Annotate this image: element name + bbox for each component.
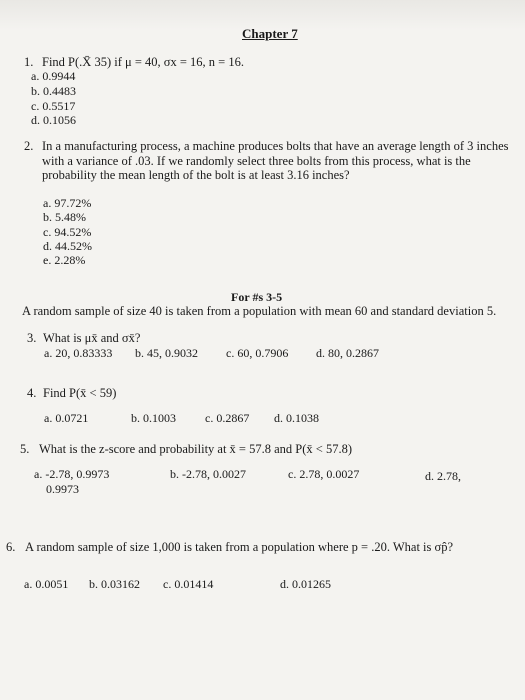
q5-option-c: c. 2.78, 0.0027 xyxy=(288,467,360,481)
q1-option-a: a. 0.9944 xyxy=(31,69,76,83)
q4-option-c: c. 0.2867 xyxy=(205,411,250,425)
q1-option-d: d. 0.1056 xyxy=(31,113,76,127)
q5-option-a-continuation: 0.9973 xyxy=(46,482,79,496)
q3-text: What is μx̄ and σx̄? xyxy=(43,331,141,345)
q4-text: Find P(x̄ < 59) xyxy=(43,386,117,400)
q3-option-b: b. 45, 0.9032 xyxy=(135,346,198,360)
q6-text: A random sample of size 1,000 is taken from a population where p = .20. What is σp̂? xyxy=(25,540,454,554)
q2-text-line-2: with a variance of .03. If we randomly select three bolts from this process, what is the xyxy=(42,154,471,168)
q2-option-c: c. 94.52% xyxy=(43,225,92,239)
q5-option-b: b. -2.78, 0.0027 xyxy=(170,467,246,481)
q3-option-c: c. 60, 0.7906 xyxy=(226,346,289,360)
q6-number: 6. xyxy=(6,540,16,554)
q1-text: Find P(.X̄ 35) if μ = 40, σx = 16, n = 16. xyxy=(42,55,244,69)
q5-text: What is the z-score and probability at x̄ = 57.8 and P(x̄ < 57.8) xyxy=(39,442,352,456)
q5-option-d: d. 2.78, xyxy=(425,469,461,483)
q4-number: 4. xyxy=(27,386,37,400)
chapter-title: Chapter 7 xyxy=(242,26,298,41)
q2-number: 2. xyxy=(24,139,34,153)
q3-option-d: d. 80, 0.2867 xyxy=(316,346,379,360)
q5-option-a: a. -2.78, 0.9973 xyxy=(34,467,110,481)
q4-option-d: d. 0.1038 xyxy=(274,411,319,425)
q3-option-a: a. 20, 0.83333 xyxy=(44,346,113,360)
for-3-5-description: A random sample of size 40 is taken from a population with mean 60 and standard deviation 5. xyxy=(22,304,497,318)
q6-option-d: d. 0.01265 xyxy=(280,577,331,591)
q2-option-e: e. 2.28% xyxy=(43,253,86,267)
q5-number: 5. xyxy=(20,442,30,456)
q1-option-c: c. 0.5517 xyxy=(31,99,76,113)
q2-option-a: a. 97.72% xyxy=(43,196,92,210)
q4-option-b: b. 0.1003 xyxy=(131,411,176,425)
q1-number: 1. xyxy=(24,55,34,69)
q1-option-b: b. 0.4483 xyxy=(31,84,76,98)
q2-option-b: b. 5.48% xyxy=(43,210,86,224)
q6-option-b: b. 0.03162 xyxy=(89,577,140,591)
q6-option-a: a. 0.0051 xyxy=(24,577,69,591)
q2-option-d: d. 44.52% xyxy=(43,239,92,253)
q3-number: 3. xyxy=(27,331,37,345)
for-3-5-heading: For #s 3-5 xyxy=(231,290,283,304)
q4-option-a: a. 0.0721 xyxy=(44,411,89,425)
q2-text-line-3: probability the mean length of the bolt is at least 3.16 inches? xyxy=(42,168,350,182)
q6-option-c: c. 0.01414 xyxy=(163,577,214,591)
q2-text-line-1: In a manufacturing process, a machine produces bolts that have an average length of 3 inches xyxy=(42,139,509,153)
